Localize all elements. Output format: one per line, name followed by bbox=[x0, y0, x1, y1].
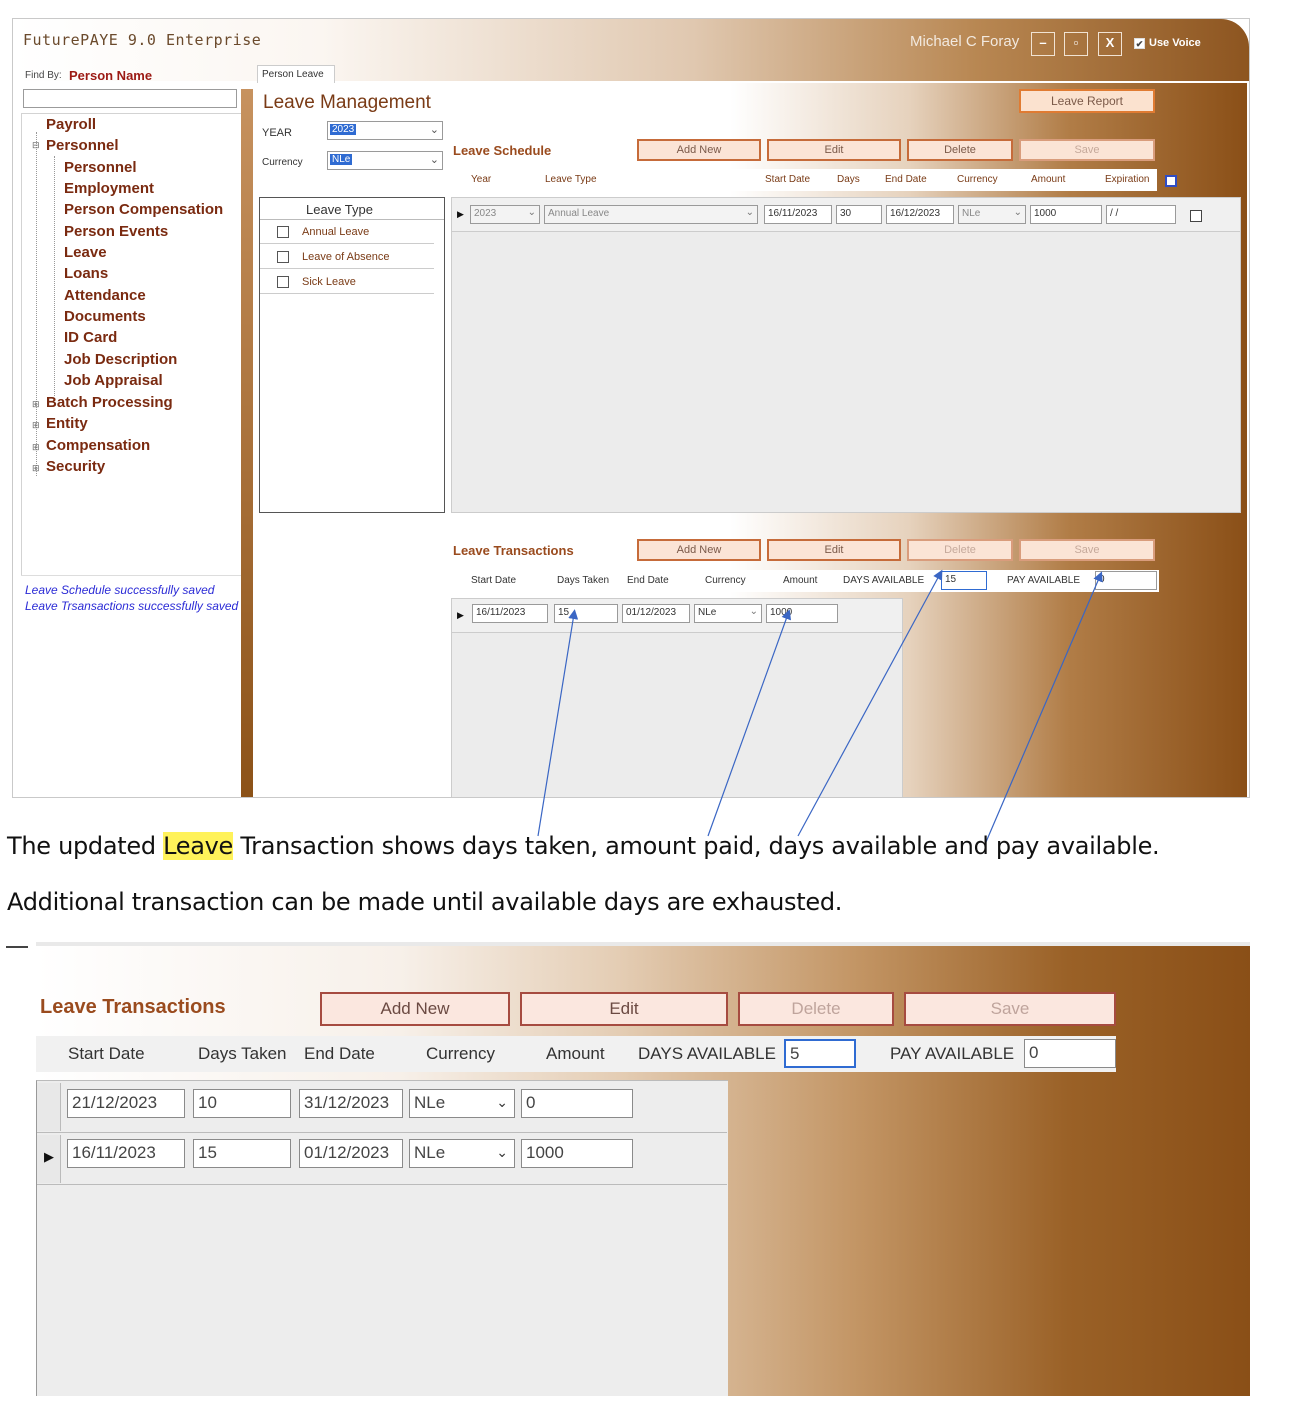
app-window-screenshot-2 bbox=[36, 942, 1250, 1396]
transaction-start-date-cell[interactable]: 21/12/2023 bbox=[67, 1089, 185, 1118]
pay-available-field[interactable]: 0 bbox=[1024, 1039, 1116, 1068]
dropdown-arrow-icon: ⌄ bbox=[429, 124, 439, 136]
tree-item-job-description[interactable]: Job Description bbox=[64, 351, 178, 368]
leave-transactions-title: Leave Transactions bbox=[453, 543, 574, 558]
app-title: FuturePAYE 9.0 Enterprise bbox=[23, 31, 262, 49]
transactions-save-button[interactable]: Save bbox=[1019, 539, 1155, 561]
dropdown-arrow-icon: ⌄ bbox=[496, 1144, 508, 1160]
find-by-label: Find By: bbox=[25, 70, 62, 81]
row-pointer-icon: ▶ bbox=[44, 1149, 54, 1164]
column-header: Days Taken bbox=[557, 575, 610, 586]
currency-label: Currency bbox=[262, 157, 303, 168]
caption-text: The updated bbox=[7, 832, 164, 860]
column-header: End Date bbox=[627, 575, 669, 586]
status-message: Leave Trsansactions successfully saved bbox=[25, 599, 239, 613]
schedule-delete-button[interactable]: Delete bbox=[907, 139, 1013, 161]
leave-type-label: Leave of Absence bbox=[302, 251, 390, 263]
transaction-currency-value: NLe bbox=[414, 1093, 446, 1112]
leave-transactions-title: Leave Transactions bbox=[40, 996, 226, 1018]
tree-expand-icon[interactable]: ⊞ bbox=[32, 463, 40, 473]
annotation-arrow-amount bbox=[708, 614, 788, 836]
schedule-expiration-cell[interactable]: / / bbox=[1106, 205, 1176, 224]
column-header: Currency bbox=[705, 575, 746, 586]
minimize-button[interactable]: – bbox=[1031, 32, 1055, 56]
column-header: Currency bbox=[957, 174, 998, 185]
transaction-start-date-cell[interactable]: 16/11/2023 bbox=[67, 1139, 185, 1168]
tree-item-id-card[interactable]: ID Card bbox=[64, 329, 118, 346]
tree-expand-icon[interactable]: ⊞ bbox=[32, 399, 40, 409]
days-available-label: DAYS AVAILABLE bbox=[843, 575, 925, 586]
schedule-amount-cell[interactable]: 1000 bbox=[1030, 205, 1102, 224]
column-header: Amount bbox=[783, 575, 818, 586]
tree-item-personnel-personnel[interactable]: Personnel bbox=[64, 159, 137, 176]
column-header: End Date bbox=[304, 1044, 375, 1063]
column-header: Amount bbox=[546, 1044, 605, 1063]
dropdown-arrow-icon: ⌄ bbox=[745, 207, 754, 218]
leave-schedule-title: Leave Schedule bbox=[453, 143, 552, 158]
leave-report-button[interactable]: Leave Report bbox=[1019, 89, 1155, 113]
transactions-edit-button[interactable]: Edit bbox=[520, 992, 728, 1026]
days-available-label: DAYS AVAILABLE bbox=[638, 1044, 776, 1063]
transaction-days-taken-cell[interactable]: 15 bbox=[193, 1139, 291, 1168]
tree-item-payroll[interactable]: Payroll bbox=[46, 116, 97, 133]
dropdown-arrow-icon: ⌄ bbox=[429, 154, 439, 166]
caption-text: Transaction shows days taken, amount paid, days available and pay available. bbox=[233, 832, 1160, 860]
column-header: Amount bbox=[1031, 174, 1066, 185]
checkbox-checked-icon[interactable]: ✔ bbox=[1135, 38, 1144, 49]
pay-available-field[interactable]: 0 bbox=[1095, 571, 1157, 590]
year-value: 2023 bbox=[332, 124, 355, 135]
transaction-start-date-cell[interactable]: 16/11/2023 bbox=[472, 604, 548, 623]
leave-type-header: Leave Type bbox=[306, 202, 373, 217]
schedule-days-cell[interactable]: 30 bbox=[836, 205, 882, 224]
use-voice-label: Use Voice bbox=[1149, 37, 1201, 49]
caption-highlight: Leave bbox=[163, 832, 233, 860]
tree-item-compensation[interactable]: Compensation bbox=[46, 437, 151, 454]
schedule-save-button[interactable]: Save bbox=[1019, 139, 1155, 161]
table-row[interactable] bbox=[37, 1081, 727, 1133]
transactions-save-button[interactable]: Save bbox=[904, 992, 1116, 1026]
column-header: Start Date bbox=[68, 1044, 145, 1063]
year-label: YEAR bbox=[262, 127, 292, 139]
transaction-currency-cell[interactable] bbox=[409, 1139, 515, 1168]
transactions-delete-button[interactable]: Delete bbox=[738, 992, 894, 1026]
crop-mark bbox=[6, 940, 28, 948]
column-header: Year bbox=[471, 174, 492, 185]
column-header: End Date bbox=[885, 174, 927, 185]
row-header[interactable] bbox=[37, 1135, 61, 1183]
days-available-field[interactable]: 5 bbox=[784, 1039, 856, 1068]
transaction-amount-cell[interactable]: 1000 bbox=[766, 604, 838, 623]
column-header: Start Date bbox=[471, 575, 517, 586]
leave-type-label: Sick Leave bbox=[302, 276, 356, 288]
pay-available-label: PAY AVAILABLE bbox=[890, 1044, 1015, 1063]
close-button[interactable]: X bbox=[1098, 32, 1122, 56]
schedule-edit-button[interactable]: Edit bbox=[767, 139, 901, 161]
tree-item-entity[interactable]: Entity bbox=[46, 415, 88, 432]
tree-item-documents[interactable]: Documents bbox=[64, 308, 146, 325]
annotation-arrow-pay-available bbox=[986, 576, 1100, 842]
column-header: Start Date bbox=[765, 174, 811, 185]
tab-person-leave[interactable]: Person Leave bbox=[257, 65, 335, 83]
transaction-currency-cell[interactable] bbox=[409, 1089, 515, 1118]
page-title: Leave Management bbox=[263, 92, 431, 113]
table-row[interactable] bbox=[37, 1133, 727, 1185]
transaction-end-date-cell[interactable]: 01/12/2023 bbox=[299, 1139, 403, 1168]
transactions-add-new-button[interactable]: Add New bbox=[320, 992, 510, 1026]
tree-item-person-events[interactable]: Person Events bbox=[64, 223, 169, 240]
tree-item-loans[interactable]: Loans bbox=[64, 265, 109, 282]
dropdown-arrow-icon: ⌄ bbox=[1013, 207, 1022, 218]
transaction-currency-value: NLe bbox=[414, 1143, 446, 1162]
schedule-currency-value: NLe bbox=[962, 208, 981, 219]
transaction-days-taken-cell[interactable]: 10 bbox=[193, 1089, 291, 1118]
tree-item-employment[interactable]: Employment bbox=[64, 180, 155, 197]
transaction-amount-cell[interactable]: 1000 bbox=[521, 1139, 633, 1168]
transaction-days-taken-cell[interactable]: 15 bbox=[554, 604, 618, 623]
transactions-delete-button[interactable]: Delete bbox=[907, 539, 1013, 561]
tree-item-security[interactable]: Security bbox=[46, 458, 106, 475]
annotation-arrow-days-available bbox=[798, 574, 940, 836]
tree-item-person-compensation[interactable]: Person Compensation bbox=[64, 201, 224, 218]
find-by-value[interactable]: Person Name bbox=[69, 68, 153, 83]
tree-item-job-appraisal[interactable]: Job Appraisal bbox=[64, 372, 163, 389]
schedule-leave-type-value: Annual Leave bbox=[548, 208, 610, 219]
days-available-field[interactable]: 15 bbox=[941, 571, 987, 590]
transaction-amount-cell[interactable]: 0 bbox=[521, 1089, 633, 1118]
status-message: Leave Schedule successfully saved bbox=[25, 583, 215, 597]
tree-item-leave[interactable]: Leave bbox=[64, 244, 107, 261]
tree-collapse-icon[interactable]: ⊟ bbox=[32, 140, 40, 150]
row-pointer-icon: ▶ bbox=[457, 610, 464, 620]
schedule-add-new-button[interactable]: Add New bbox=[637, 139, 761, 161]
column-header: Leave Type bbox=[545, 174, 597, 185]
transaction-end-date-cell[interactable]: 01/12/2023 bbox=[622, 604, 690, 623]
dropdown-arrow-icon: ⌄ bbox=[749, 606, 758, 617]
tree-item-personnel[interactable]: Personnel bbox=[46, 137, 119, 154]
schedule-start-date-cell[interactable]: 16/11/2023 bbox=[764, 205, 832, 224]
transactions-column-headers bbox=[36, 1036, 1116, 1072]
annotation-arrow-days-taken bbox=[538, 614, 574, 836]
transaction-end-date-cell[interactable]: 31/12/2023 bbox=[299, 1089, 403, 1118]
tree-item-batch-processing[interactable]: Batch Processing bbox=[46, 394, 173, 411]
row-pointer-icon: ▶ bbox=[457, 209, 464, 219]
tree-expand-icon[interactable]: ⊞ bbox=[32, 420, 40, 430]
column-header: Days bbox=[837, 174, 860, 185]
restore-button[interactable]: ▫ bbox=[1064, 32, 1088, 56]
dropdown-arrow-icon: ⌄ bbox=[496, 1094, 508, 1110]
caption-line-2: Additional transaction can be made until available days are exhausted. bbox=[7, 888, 843, 916]
currency-value: NLe bbox=[332, 154, 351, 165]
column-header: Days Taken bbox=[198, 1044, 287, 1063]
transactions-grid bbox=[36, 1080, 728, 1396]
column-header: Currency bbox=[426, 1044, 495, 1063]
user-name: Michael C Foray bbox=[910, 33, 1020, 50]
schedule-year-value: 2023 bbox=[474, 208, 497, 219]
tree-item-attendance[interactable]: Attendance bbox=[64, 287, 146, 304]
transactions-add-new-button[interactable]: Add New bbox=[637, 539, 761, 561]
transactions-edit-button[interactable]: Edit bbox=[767, 539, 901, 561]
leave-type-label: Annual Leave bbox=[302, 226, 370, 238]
schedule-end-date-cell[interactable]: 16/12/2023 bbox=[886, 205, 954, 224]
dropdown-arrow-icon: ⌄ bbox=[527, 207, 536, 218]
pay-available-label: PAY AVAILABLE bbox=[1007, 575, 1081, 586]
column-header: Expiration bbox=[1105, 174, 1150, 185]
row-header[interactable] bbox=[37, 1083, 61, 1131]
tree-expand-icon[interactable]: ⊞ bbox=[32, 442, 40, 452]
transaction-currency-value: NLe bbox=[698, 607, 717, 618]
caption-line-1 bbox=[7, 832, 1159, 860]
